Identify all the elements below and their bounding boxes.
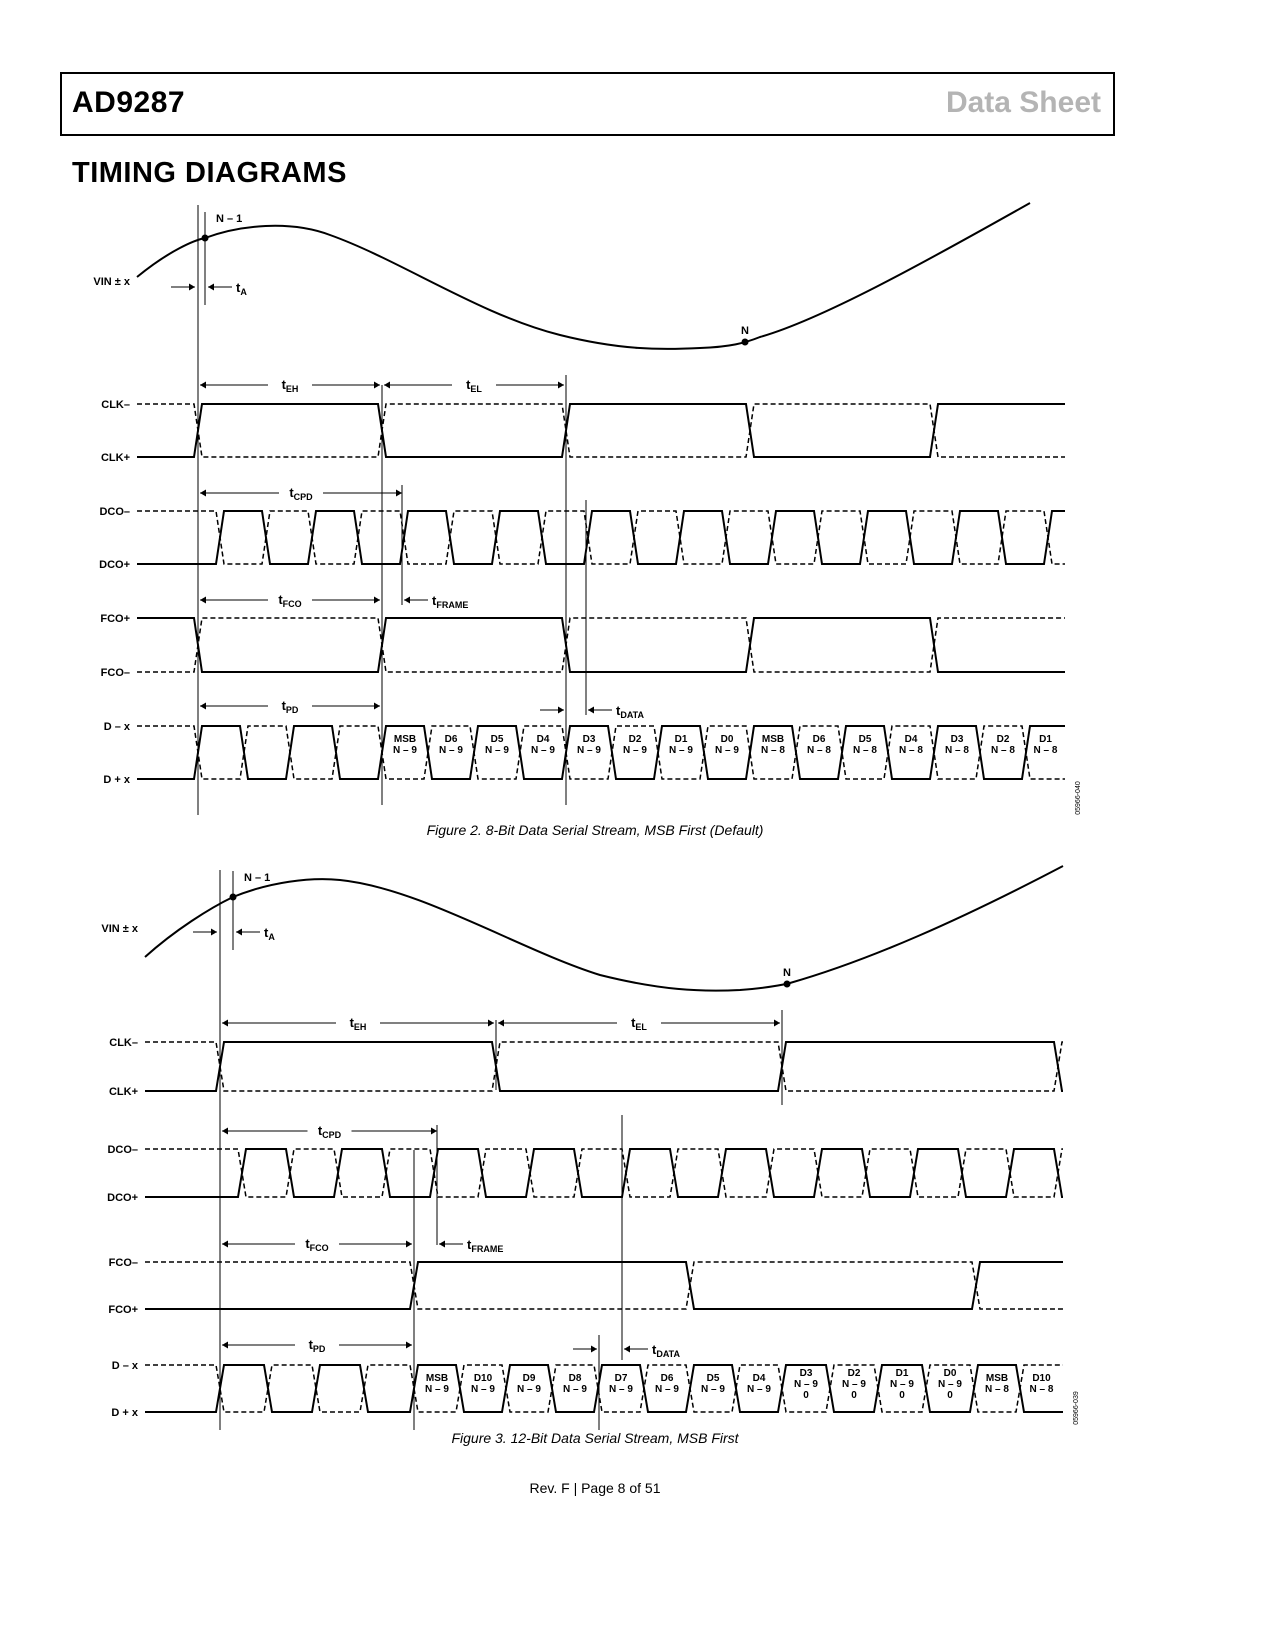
tel-arrow-right (558, 382, 564, 389)
data-cell-10-line-1: N – 8 (853, 745, 877, 756)
tcpd-label: $t_{CPD}$ (289, 485, 313, 502)
fco-trace-dashed (137, 618, 1065, 672)
tcpd-arrow-right (396, 490, 402, 497)
signal-label-fco-top: FCO– (108, 1257, 138, 1269)
data-cell-10-line-2: 0 (899, 1390, 905, 1401)
signal-label-d-minus: D – x (103, 721, 130, 733)
data-cell-10-line-1: N – 9 (890, 1379, 914, 1390)
data-cell-6-line-1: N – 9 (669, 745, 693, 756)
data-cell-9-line-2: 0 (851, 1390, 857, 1401)
data-cell-13-line-0: D2 (996, 734, 1010, 745)
signal-label-vin: VIN ± x (93, 276, 130, 288)
tel-label: $t_{EL}$ (466, 377, 482, 394)
dco-trace-solid (145, 1149, 1063, 1197)
document-type: Data Sheet (945, 86, 1101, 119)
document-id: AD9287 (72, 86, 186, 119)
figure-code: 05966-040 (1075, 781, 1082, 815)
data-cell-5-line-1: N – 9 (623, 745, 647, 756)
data-cell-9-line-0: D6 (812, 734, 826, 745)
teh-arrow-right (488, 1020, 494, 1027)
tel-arrow-right (774, 1020, 780, 1027)
data-cell-12-line-0: MSB (985, 1373, 1009, 1384)
tfco-arrow-right (374, 597, 380, 604)
clk-trace-solid (137, 404, 1065, 457)
tcpd-arrow-left (222, 1128, 228, 1135)
timing-diagram-12bit (0, 860, 1275, 1430)
data-cell-4-line-0: D3 (582, 734, 596, 745)
data-cell-0-line-0: MSB (425, 1373, 449, 1384)
figure-3-caption: Figure 3. 12-Bit Data Serial Stream, MSB First (451, 1430, 739, 1446)
signal-label-dco-plus: DCO+ (99, 559, 130, 571)
ta-pointer-in-arrow (189, 284, 195, 291)
tframe-label-subscript: FRAME (471, 1244, 504, 1254)
tfco-label-subscript: FCO (282, 599, 302, 609)
data-cell-8-line-1: N – 8 (761, 745, 785, 756)
tdata-label-subscript: DATA (656, 1349, 681, 1359)
data-cell-10-line-0: D5 (858, 734, 872, 745)
tframe-label: $t_{FRAME}$ (467, 1237, 504, 1254)
signal-label-dco-minus: DCO– (99, 506, 130, 518)
data-cell-3-line-1: N – 9 (531, 745, 555, 756)
tfco-arrow-left (222, 1241, 228, 1248)
tframe-label: $t_{FRAME}$ (432, 593, 469, 610)
data-cell-0-line-1: N – 9 (425, 1384, 449, 1395)
teh-arrow-right (374, 382, 380, 389)
data-cell-0-line-0: MSB (393, 734, 417, 745)
tpd-arrow-right (406, 1342, 412, 1349)
ta-pointer-in-arrow (211, 929, 217, 936)
data-cell-6-line-0: D5 (706, 1373, 720, 1384)
fco-trace-solid (145, 1262, 1063, 1309)
data-cell-5-line-0: D2 (628, 734, 642, 745)
figure-code: 05966-039 (1073, 1391, 1080, 1425)
tdata-label: $t_{DATA}$ (652, 1342, 681, 1359)
clk-trace-dashed (145, 1042, 1063, 1091)
signal-label-d-plus: D + x (103, 774, 130, 786)
signal-label-fco-bottom: FCO+ (108, 1304, 138, 1316)
teh-label: $t_{EH}$ (349, 1015, 367, 1032)
data-trace-solid (137, 726, 1065, 779)
ta-arrow (208, 284, 214, 291)
tdata-label: $t_{DATA}$ (616, 703, 645, 720)
data-cell-3-line-1: N – 9 (563, 1384, 587, 1395)
data-cell-13-line-1: N – 8 (991, 745, 1015, 756)
teh-label-subscript: EH (285, 384, 299, 394)
signal-label-clk-plus: CLK+ (108, 1086, 138, 1098)
tfco-label: $t_{FCO}$ (278, 592, 302, 609)
tfco-arrow-left (200, 597, 206, 604)
tfco-label: $t_{FCO}$ (305, 1236, 329, 1253)
section-title: TIMING DIAGRAMS (72, 157, 347, 189)
tcpd-arrow-left (200, 490, 206, 497)
tpd-arrow-left (200, 703, 206, 710)
data-trace-dashed (137, 726, 1065, 779)
tdata-arrow (588, 707, 594, 714)
tel-label-subscript: EL (635, 1022, 647, 1032)
data-cell-2-line-1: N – 9 (517, 1384, 541, 1395)
tel-arrow-left (384, 382, 390, 389)
data-cell-11-line-0: D4 (904, 734, 918, 745)
sample-point-n (742, 339, 749, 346)
ta-arrow (236, 929, 242, 936)
data-cell-2-line-0: D5 (490, 734, 504, 745)
tcpd-label: $t_{CPD}$ (317, 1123, 342, 1140)
tdata-label-subscript: DATA (620, 710, 645, 720)
tpd-label: $t_{PD}$ (281, 698, 299, 715)
data-cell-1-line-0: D6 (444, 734, 458, 745)
dco-trace-dashed (145, 1149, 1063, 1197)
ta-label: $t_A$ (264, 925, 275, 942)
data-cell-4-line-1: N – 9 (577, 745, 601, 756)
dco-trace-dashed (137, 511, 1065, 564)
tfco-label-subscript: FCO (309, 1243, 329, 1253)
signal-label-vin: VIN ± x (101, 923, 138, 935)
signal-label-d-plus: D + x (111, 1407, 138, 1419)
data-cell-4-line-1: N – 9 (609, 1384, 633, 1395)
data-cell-9-line-0: D2 (847, 1368, 861, 1379)
signal-label-dco-minus: DCO– (107, 1144, 138, 1156)
data-cell-5-line-0: D6 (660, 1373, 674, 1384)
data-cell-11-line-1: N – 8 (899, 745, 923, 756)
tpd-label-subscript: PD (285, 705, 299, 715)
data-cell-4-line-0: D7 (614, 1373, 628, 1384)
dco-trace-solid (137, 511, 1065, 564)
tel-arrow-left (498, 1020, 504, 1027)
data-cell-6-line-0: D1 (674, 734, 688, 745)
data-cell-8-line-1: N – 9 (794, 1379, 818, 1390)
data-cell-3-line-0: D8 (568, 1373, 582, 1384)
tpd-arrow-right (374, 703, 380, 710)
tdata-arrow (624, 1346, 630, 1353)
data-cell-7-line-1: N – 9 (747, 1384, 771, 1395)
data-cell-1-line-1: N – 9 (439, 745, 463, 756)
data-cell-2-line-0: D9 (522, 1373, 536, 1384)
data-cell-6-line-1: N – 9 (701, 1384, 725, 1395)
signal-label-fco-top: FCO+ (100, 613, 130, 625)
ta-label: $t_A$ (236, 280, 247, 297)
teh-label: $t_{EH}$ (281, 377, 299, 394)
tpd-label-subscript: PD (312, 1344, 326, 1354)
sample-point-n (784, 981, 791, 988)
fco-trace-solid (137, 618, 1065, 672)
signal-label-d-minus: D – x (111, 1360, 138, 1372)
tcpd-label-subscript: CPD (322, 1130, 342, 1140)
tdata-pointer-in-arrow (591, 1346, 597, 1353)
data-cell-2-line-1: N – 9 (485, 745, 509, 756)
data-cell-8-line-0: D3 (799, 1368, 813, 1379)
data-cell-1-line-1: N – 9 (471, 1384, 495, 1395)
signal-label-clk-plus: CLK+ (100, 452, 130, 464)
data-cell-10-line-0: D1 (895, 1368, 909, 1379)
tpd-label: $t_{PD}$ (308, 1337, 326, 1354)
data-cell-14-line-0: D1 (1039, 734, 1052, 745)
tfco-arrow-right (406, 1241, 412, 1248)
timing-diagram-8bit (0, 195, 1275, 825)
data-cell-11-line-0: D0 (943, 1368, 957, 1379)
data-cell-3-line-0: D4 (536, 734, 550, 745)
data-cell-5-line-1: N – 9 (655, 1384, 679, 1395)
signal-label-clk-minus: CLK– (109, 1037, 138, 1049)
tcpd-label-subscript: CPD (293, 492, 313, 502)
data-cell-12-line-1: N – 8 (985, 1384, 1009, 1395)
tframe-arrow (404, 597, 410, 604)
tel-label: $t_{EL}$ (631, 1015, 647, 1032)
ta-label-subscript: A (268, 932, 275, 942)
label-n-minus-1: N – 1 (244, 872, 271, 884)
teh-arrow-left (200, 382, 206, 389)
data-cell-11-line-1: N – 9 (938, 1379, 962, 1390)
figure-2 (0, 195, 1275, 825)
vin-waveform (137, 203, 1030, 349)
label-n: N (741, 325, 749, 337)
data-cell-7-line-1: N – 9 (715, 745, 739, 756)
signal-label-clk-minus: CLK– (101, 399, 130, 411)
clk-trace-solid (145, 1042, 1063, 1091)
signal-label-dco-plus: DCO+ (107, 1192, 138, 1204)
data-cell-11-line-2: 0 (947, 1390, 953, 1401)
tframe-arrow (439, 1241, 445, 1248)
data-cell-13-line-1: N – 8 (1029, 1384, 1054, 1395)
data-cell-12-line-0: D3 (950, 734, 964, 745)
data-cell-13-line-0: D10 (1032, 1373, 1051, 1384)
data-cell-9-line-1: N – 8 (807, 745, 831, 756)
data-cell-14-line-1: N – 8 (1033, 745, 1058, 756)
signal-label-fco-bottom: FCO– (100, 667, 130, 679)
tframe-label-subscript: FRAME (436, 600, 469, 610)
header-box (60, 72, 1115, 136)
figure-3 (0, 860, 1275, 1430)
tdata-pointer-in-arrow (558, 707, 564, 714)
page-footer: Rev. F | Page 8 of 51 (529, 1480, 661, 1496)
data-cell-8-line-2: 0 (803, 1390, 809, 1401)
label-n: N (783, 967, 791, 979)
teh-label-subscript: EH (353, 1022, 367, 1032)
data-cell-12-line-1: N – 8 (945, 745, 969, 756)
vin-waveform (145, 866, 1063, 991)
tcpd-arrow-right (431, 1128, 437, 1135)
tpd-arrow-left (222, 1342, 228, 1349)
fco-trace-dashed (145, 1262, 1063, 1309)
data-cell-1-line-0: D10 (473, 1373, 493, 1384)
clk-trace-dashed (137, 404, 1065, 457)
data-cell-0-line-1: N – 9 (393, 745, 417, 756)
figure-2-caption: Figure 2. 8-Bit Data Serial Stream, MSB First (Default) (426, 822, 764, 838)
label-n-minus-1: N – 1 (216, 213, 243, 225)
data-cell-9-line-1: N – 9 (842, 1379, 866, 1390)
data-cell-7-line-0: D4 (752, 1373, 766, 1384)
teh-arrow-left (222, 1020, 228, 1027)
data-trace-dashed (145, 1365, 1063, 1412)
data-cell-8-line-0: MSB (761, 734, 785, 745)
tel-label-subscript: EL (470, 384, 482, 394)
data-cell-7-line-0: D0 (720, 734, 734, 745)
ta-label-subscript: A (240, 287, 247, 297)
